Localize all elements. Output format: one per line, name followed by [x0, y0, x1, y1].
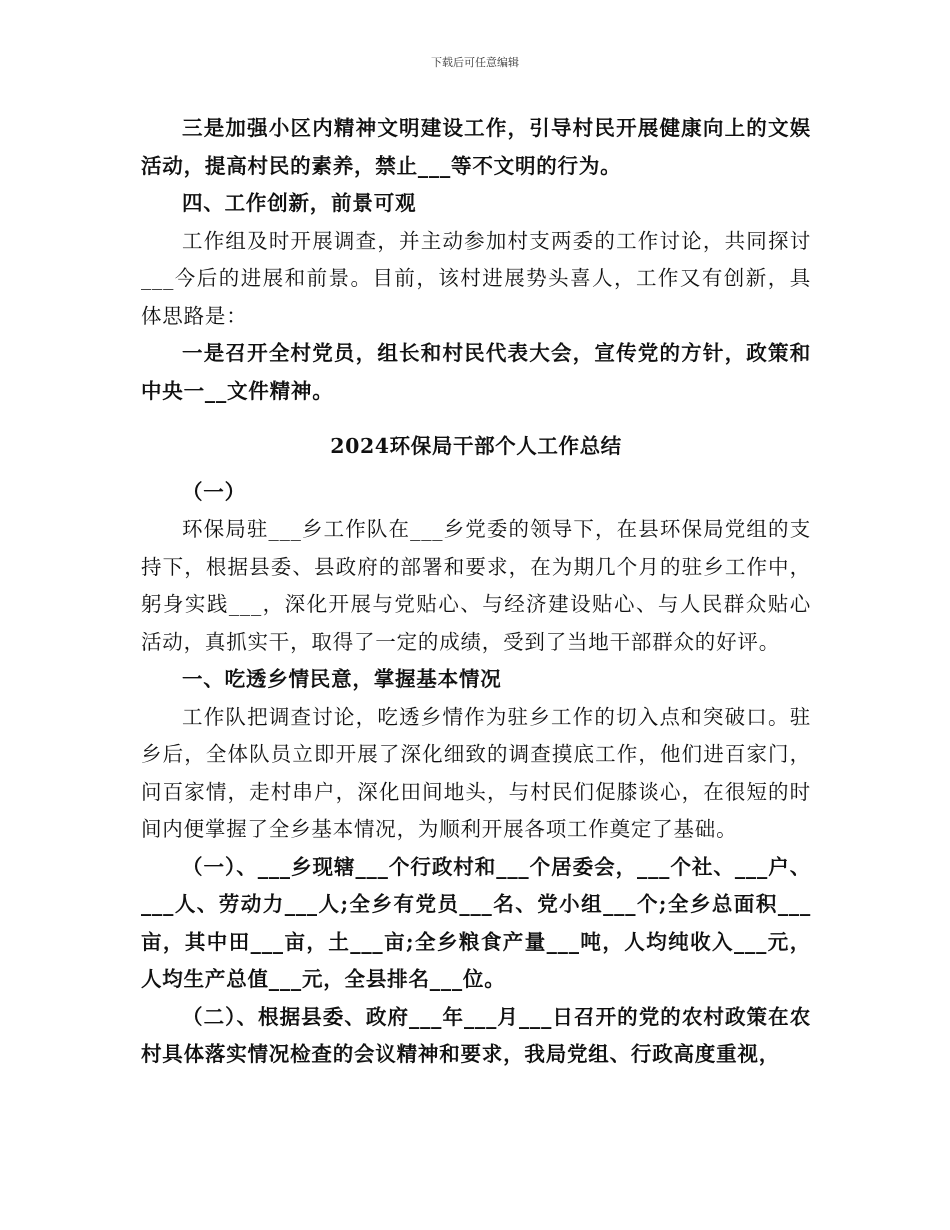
document-title: 2024环保局干部个人工作总结 [330, 434, 622, 458]
paragraph-statistics: （一）、___乡现辖___个行政村和___个居委会，___个社、___户、___人、劳动力___人;全乡有党员___名、党小组___个;全乡总面积___亩，其中田___亩，土___亩;全乡粮食产量___吨，人均纯收入___元，人均生产总值___元，全县排名___位。 [141, 854, 811, 991]
subsection-label-one: （一） [182, 479, 246, 504]
section-heading-innovation: 四、工作创新，前景可观 [182, 191, 417, 215]
paragraph-investigation: 工作队把调查讨论，吃透乡情作为驻乡工作的切入点和突破口。驻乡后，全体队员立即开展了深化细致的调查摸底工作，他们进百家门，问百家情，走村串户，深化田间地头，与村民们促膝谈心，在很短的时间内便掌握了全乡基本情况，为顺利开展各项工作奠定了基础。 [141, 704, 811, 841]
paragraph-meeting: 一是召开全村党员，组长和村民代表大会，宣传党的方针，政策和中央一__文件精神。 [141, 341, 811, 403]
section-heading-situation: 一、吃透乡情民意，掌握基本情况 [182, 667, 502, 691]
paragraph-civilization: 三是加强小区内精神文明建设工作，引导村民开展健康向上的文娱活动，提高村民的素养，禁止___等不文明的行为。 [141, 116, 811, 178]
paragraph-policy-check: （二）、根据县委、政府___年___月___日召开的党的农村政策在农村具体落实情况检查的会议精神和要求，我局党组、行政高度重视， [141, 1004, 811, 1066]
document-body [141, 110, 811, 1074]
paragraph-intro: 环保局驻___乡工作队在___乡党委的领导下，在县环保局党组的支持下，根据县委、县政府的部署和要求，在为期几个月的驻乡工作中，躬身实践___，深化开展与党贴心、与经济建设贴心、与人民群众贴心活动，真抓实干，取得了一定的成绩，受到了当地干部群众的好评。 [141, 517, 811, 654]
paragraph-survey: 工作组及时开展调查，并主动参加村支两委的工作讨论，共同探讨___今后的进展和前景。目前，该村进展势头喜人，工作又有创新，具体思路是： [141, 228, 811, 328]
page-header: 下载后可任意编辑 [431, 56, 519, 69]
